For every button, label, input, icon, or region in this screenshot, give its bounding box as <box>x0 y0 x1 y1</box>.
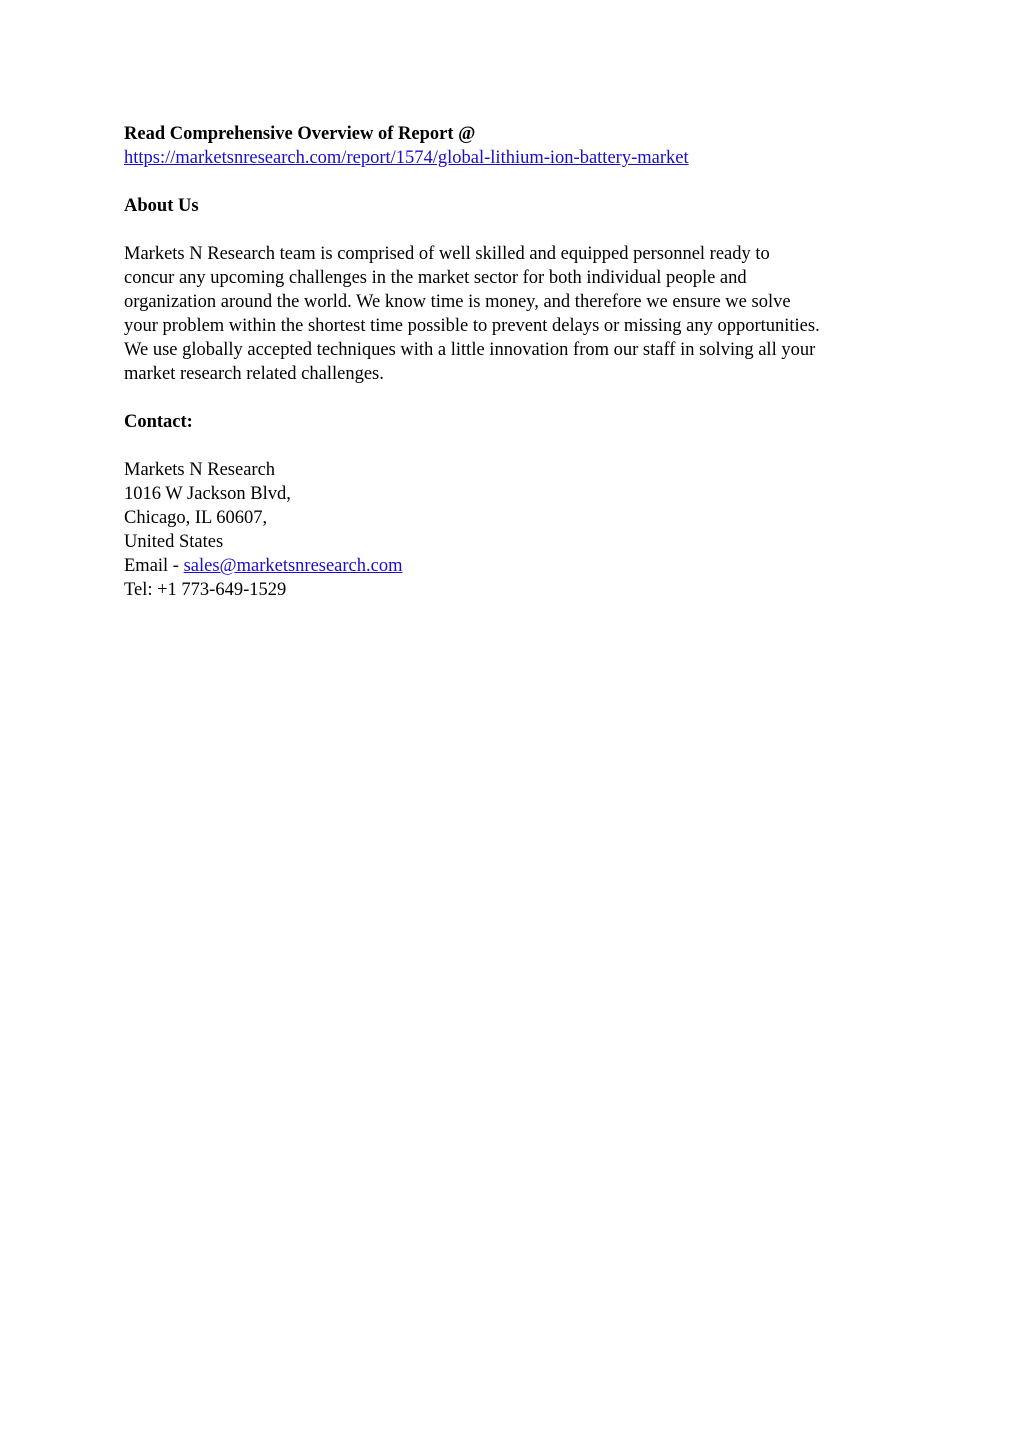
spacer <box>124 434 914 458</box>
about-paragraph <box>124 242 914 386</box>
about-line: market research related challenges. <box>124 364 384 384</box>
spacer <box>124 218 914 242</box>
contact-tel: Tel: +1 773-649-1529 <box>124 580 287 600</box>
contact-address <box>124 458 914 602</box>
contact-country: United States <box>124 532 224 552</box>
contact-company: Markets N Research <box>124 460 276 480</box>
report-heading: Read Comprehensive Overview of Report @ <box>124 124 476 144</box>
email-label: Email - <box>124 556 184 576</box>
spacer <box>124 386 914 410</box>
spacer <box>124 170 914 194</box>
contact-heading: Contact: <box>124 412 193 432</box>
about-line: concur any upcoming challenges in the market sector for both individual people and <box>124 268 747 288</box>
about-heading: About Us <box>124 196 199 216</box>
report-link[interactable]: https://marketsnresearch.com/report/1574/global-lithium-ion-battery-market <box>124 148 689 168</box>
contact-city: Chicago, IL 60607, <box>124 508 268 528</box>
email-link[interactable]: sales@marketsnresearch.com <box>183 556 403 576</box>
about-line: organization around the world. We know time is money, and therefore we ensure we solve <box>124 292 791 312</box>
contact-street: 1016 W Jackson Blvd, <box>124 484 291 504</box>
about-line: We use globally accepted techniques with a little innovation from our staff in solving all your <box>124 340 816 360</box>
about-line: your problem within the shortest time possible to prevent delays or missing any opportunities. <box>124 316 820 336</box>
document-page <box>124 122 914 602</box>
contact-email-line <box>124 554 914 578</box>
about-line: Markets N Research team is comprised of well skilled and equipped personnel ready to <box>124 244 770 264</box>
